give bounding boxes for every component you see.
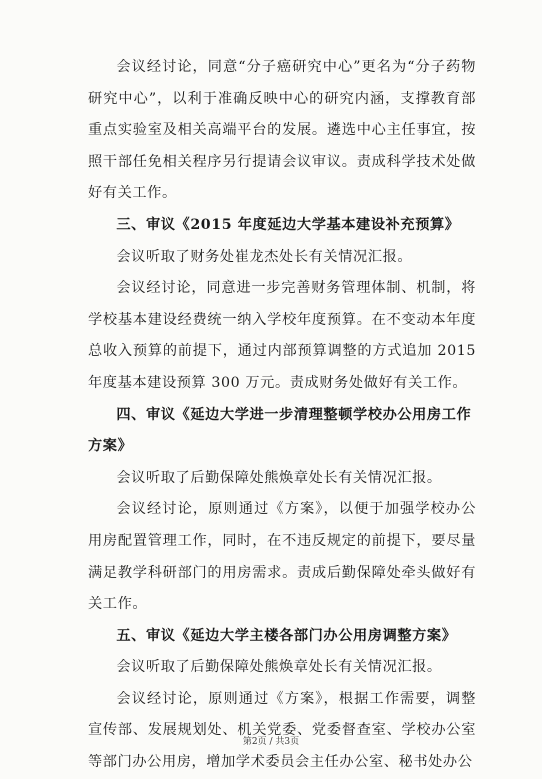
paragraph-6: 会议听取了后勤保障处熊焕章处长有关情况汇报。 (116, 659, 442, 676)
paragraph-1: 会议经讨论，同意“分子癌研究中心”更名为“分子药物研究中心”，以利于准确反映中心的研究内涵，支撑教育部重点实验室及相关高端平台的发展。遴选中心主任事宜，按照干部任免相关程序另行提请会议审议。责成科学技术处做好有关工作。 (88, 59, 476, 202)
paragraph-5: 会议经讨论，原则通过《方案》，以便于加强学校办公用房配置管理工作，同时，在不违反规定的前提下，要尽量满足教学科研部门的用房需求。责成后勤保障处牵头做好有关工作。 (88, 501, 476, 613)
paragraph-2: 会议听取了财务处崔龙杰处长有关情况汇报。 (116, 248, 413, 265)
section-heading-4: 四、审议《延边大学进一步清理整顿学校办公用房工作方案》 (88, 406, 472, 455)
section-heading-5: 五、审议《延边大学主楼各部门办公用房调整方案》 (116, 627, 457, 644)
section-heading-3: 三、审议《2015 年度延边大学基本建设补充预算》 (116, 216, 460, 233)
paragraph-4: 会议听取了后勤保障处熊焕章处长有关情况汇报。 (116, 469, 442, 486)
paragraph-7: 会议经讨论，原则通过《方案》，根据工作需要，调整宣传部、发展规划处、机关党委、党委督查室、学校办公室等部门办公用房，增加学术委员会主任办公室、秘书处办公 (88, 690, 476, 771)
page-number-footer: 第2页 / 共3页 (242, 737, 300, 747)
paragraph-3: 会议经讨论，同意进一步完善财务管理体制、机制，将学校基本建设经费统一纳入学校年度预算。在不变动本年度总收入预算的前提下，通过内部预算调整的方式追加 2015 年度基本建设预算 300 万元。责成财务处做好有关工作。 (88, 280, 476, 391)
